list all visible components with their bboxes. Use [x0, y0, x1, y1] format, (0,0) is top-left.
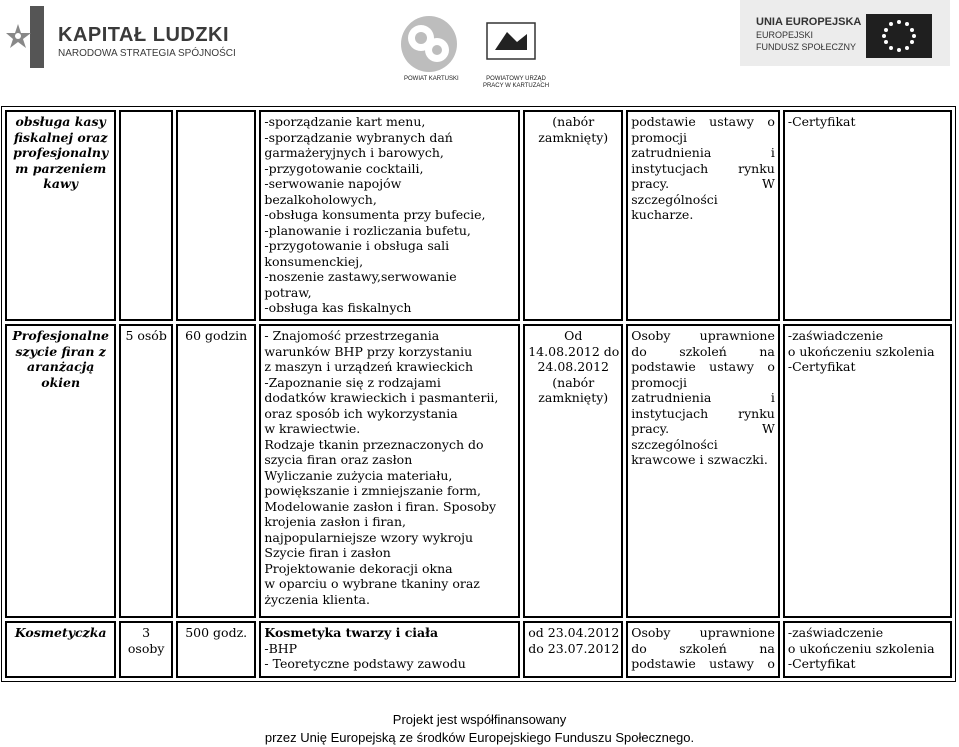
date-cell: (nabór zamknięty)	[523, 110, 623, 321]
unia-europejska-logo	[740, 0, 950, 66]
table-row	[5, 324, 952, 618]
certificate-cell: -zaświadczenie o ukończeniu szkolenia -Certyfikat	[783, 324, 952, 618]
kapital-ludzki-title: KAPITAŁ LUDZKI	[58, 24, 230, 46]
course-name-cell: obsługa kasy fiskalnej oraz profesjonalny m parzeniem kawy	[5, 110, 116, 321]
powiat-kartuski-logo-icon	[401, 16, 457, 72]
urzad-pracy-label: POWIATOWY URZĄD PRACY W KARTUZACH	[482, 76, 550, 89]
eu-flag-icon	[866, 14, 932, 58]
course-name-cell: Profesjonalne szycie firan z aranżacją okien	[5, 324, 116, 618]
program-cell: -sporządzanie kart menu, -sporządzanie wybranych dań garmażeryjnych i barowych, -przygotowanie cocktaili, -serwowanie napojów bezalkoholowych, -obsługa konsumenta przy bufecie, -planowanie i rozliczania bufetu, -przygotowanie i obsługa sali konsumenckiej, -noszenie zastawy,serwowanie potraw, -obsługa kas fiskalnych	[259, 110, 520, 321]
table-row	[5, 621, 952, 678]
table-row	[5, 110, 952, 321]
eligibility-cell: Osoby uprawnione do szkoleń na podstawie ustawy o promocji zatrudnienia i instytucjach rynku pracy. W szczególności krawcowe i szwaczki.	[626, 324, 780, 618]
certificate-cell: -zaświadczenie o ukończeniu szkolenia -Certyfikat	[783, 621, 952, 678]
hours-cell: 500 godz.	[176, 621, 256, 678]
program-cell: - Znajomość przestrzegania warunków BHP przy korzystaniu z maszyn i urządzeń krawieckich -Zapoznanie się z rodzajami dodatków krawieckich i pasmanterii, oraz sposób ich wykorzystania w krawiectwie. Rodzaje tkanin przeznaczonych do szycia firan oraz zasłon Wyliczanie zużycia materiału, powiększanie i zmniejszanie form, Modelowanie zasłon i firan. Sposoby krojenia zasłon i firan, najpopularniejsze wzory wykroju Szycie firan i zasłon Projektowanie dekoracji okna w oparciu o wybrane tkaniny oraz życzenia klienta.	[259, 324, 520, 618]
powiat-kartuski-label: POWIAT KARTUSKI	[404, 76, 459, 82]
kapital-ludzki-star-icon	[6, 6, 50, 68]
footer-line-1: Projekt jest współfinansowany	[392, 712, 567, 727]
training-table	[1, 106, 956, 682]
date-cell: Od 14.08.2012 do 24.08.2012 (nabór zamknięty)	[523, 324, 623, 618]
hours-cell: 60 godzin	[176, 324, 256, 618]
ue-title: UNIA EUROPEJSKA	[756, 16, 862, 28]
program-cell: Kosmetyka twarzy i ciała -BHP - Teoretyczne podstawy zawodu	[259, 621, 520, 678]
footer-line-2: przez Unię Europejską ze środków Europejskiego Funduszu Społecznego.	[264, 730, 695, 745]
ue-fund-line1: EUROPEJSKI	[756, 30, 814, 40]
program-heading: Kosmetyka twarzy i ciała	[264, 625, 439, 640]
eligibility-cell: Osoby uprawnione do szkoleń na podstawie ustawy o	[626, 621, 780, 678]
participants-cell: 3 osoby	[119, 621, 173, 678]
ue-fund-line2: FUNDUSZ SPOŁECZNY	[756, 42, 857, 52]
participants-cell	[119, 110, 173, 321]
page-header	[0, 0, 959, 100]
hours-cell	[176, 110, 256, 321]
urzad-pracy-logo-icon	[487, 23, 535, 59]
page-footer	[0, 711, 959, 747]
certificate-cell: -Certyfikat	[783, 110, 952, 321]
participants-cell: 5 osób	[119, 324, 173, 618]
kapital-ludzki-subtitle: NARODOWA STRATEGIA SPÓJNOŚCI	[58, 48, 236, 59]
eligibility-cell: podstawie ustawy o promocji zatrudnienia i instytucjach rynku pracy. W szczególności kucharze.	[626, 110, 780, 321]
course-name-cell: Kosmetyczka	[5, 621, 116, 678]
date-cell: od 23.04.2012 do 23.07.2012	[523, 621, 623, 678]
kapital-ludzki-logo	[6, 6, 236, 68]
